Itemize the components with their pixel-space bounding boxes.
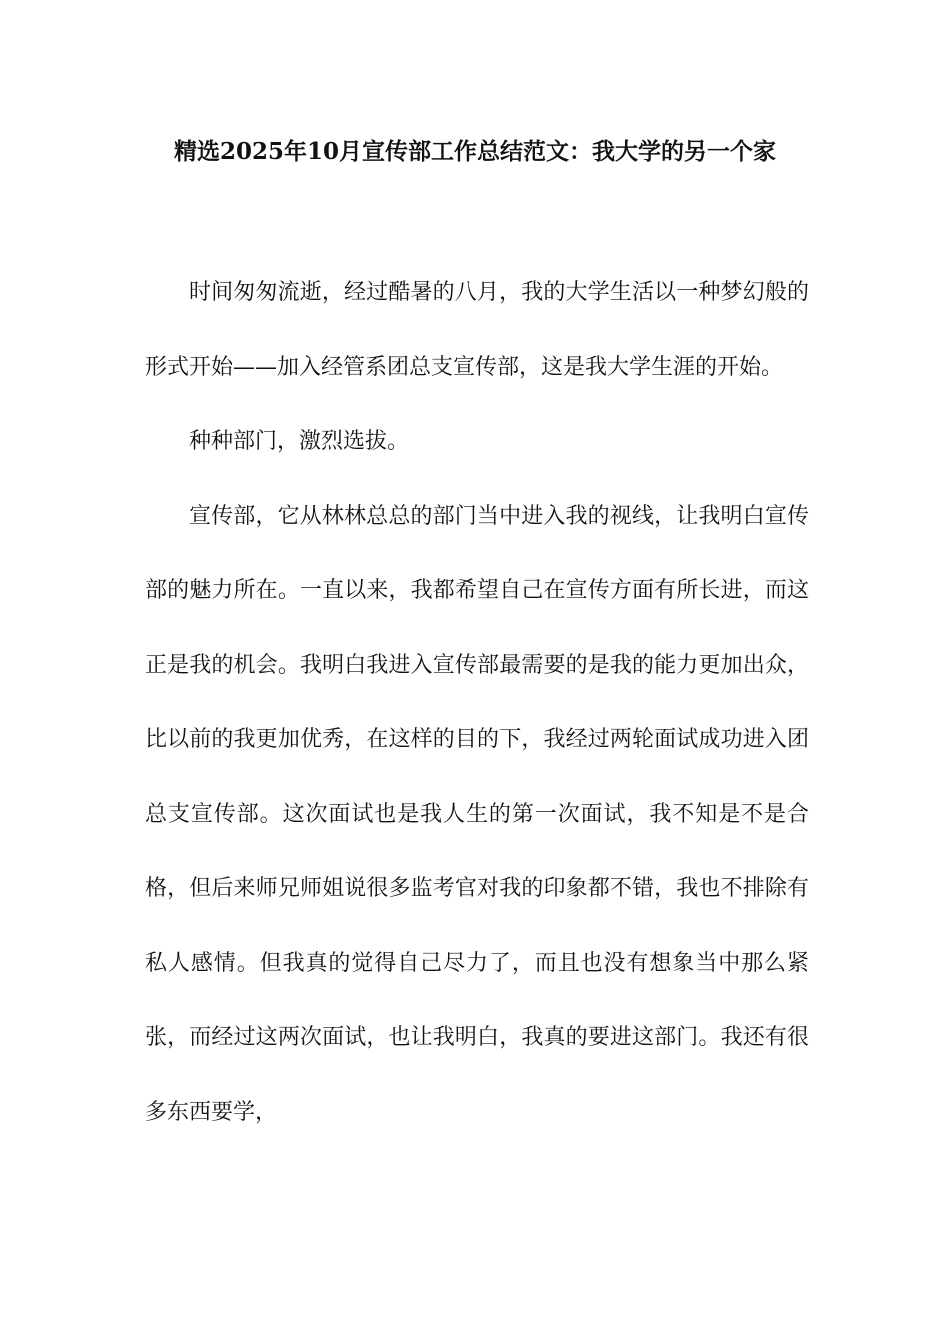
paragraph-1: 时间匆匆流逝，经过酷暑的八月，我的大学生活以一种梦幻般的形式开始——加入经管系团总支宣传部，这是我大学生涯的开始。 [145,280,809,380]
document-title: 精选2025年10月宣传部工作总结范文：我大学的另一个家 [173,138,777,165]
paragraph-3: 宣传部，它从林林总总的部门当中进入我的视线，让我明白宣传部的魅力所在。一直以来，我都希望自己在宣传方面有所长进，而这正是我的机会。我明白我进入宣传部最需要的是我的能力更加出众，比以前的我更加优秀，在这样的目的下，我经过两轮面试成功进入团总支宣传部。这次面试也是我人生的第一次面试，我不知是不是合格，但后来师兄师姐说很多监考官对我的印象都不错，我也不排除有私人感情。但我真的觉得自己尽力了，而且也没有想象当中那么紧张，而经过这两次面试，也让我明白，我真的要进这部门。我还有很多东西要学， [145,503,809,1125]
paragraph-2: 种种部门，激烈选拔。 [189,429,410,454]
document-body [145,256,809,1150]
